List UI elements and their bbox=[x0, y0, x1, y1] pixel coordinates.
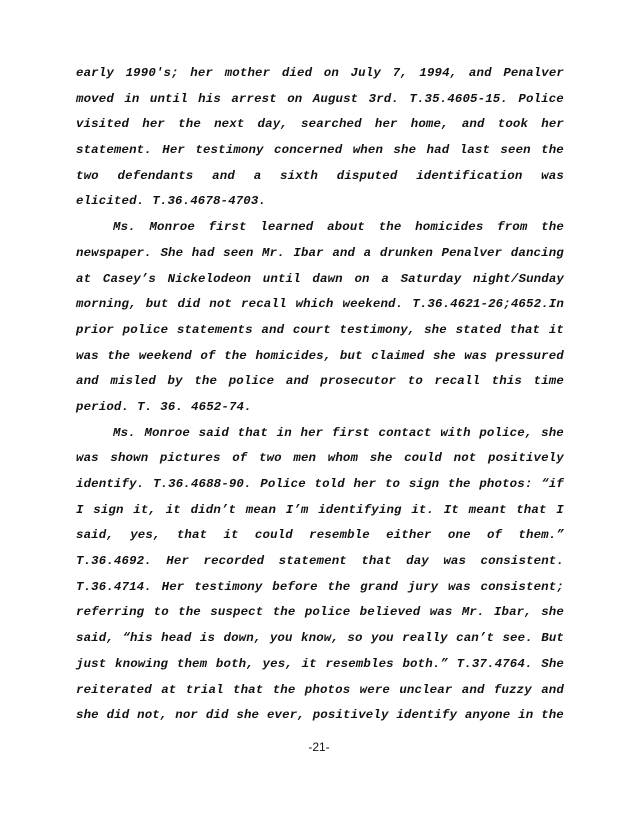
word: but bbox=[339, 348, 363, 363]
word: she bbox=[424, 322, 447, 337]
word: the bbox=[224, 348, 247, 363]
word: the bbox=[107, 348, 131, 363]
word: Penalver bbox=[441, 245, 503, 260]
word: 1994, bbox=[419, 66, 458, 80]
word: this bbox=[491, 374, 523, 389]
word: sign bbox=[408, 477, 440, 491]
word: seen bbox=[223, 245, 254, 260]
word: the bbox=[272, 605, 296, 620]
word: “his bbox=[122, 631, 153, 646]
word: to bbox=[407, 374, 423, 389]
word: of bbox=[200, 348, 216, 363]
word: didn’t bbox=[190, 502, 237, 517]
word: not, bbox=[137, 708, 168, 723]
word: T.35.4605-15. bbox=[409, 91, 508, 106]
text-line bbox=[76, 297, 564, 323]
text-line bbox=[76, 194, 564, 220]
word: 36. bbox=[160, 399, 184, 414]
word: seen bbox=[500, 143, 531, 158]
word: shown bbox=[110, 451, 149, 466]
text-line bbox=[76, 683, 564, 709]
word: Her bbox=[161, 579, 185, 594]
word: her bbox=[142, 117, 166, 132]
word: homicides, bbox=[255, 348, 332, 363]
word: of bbox=[232, 451, 248, 466]
word: the bbox=[541, 143, 564, 158]
word: recorded bbox=[203, 554, 265, 569]
word: the bbox=[178, 605, 201, 620]
word: homicides bbox=[415, 220, 484, 235]
word: unclear bbox=[399, 682, 453, 697]
text-line bbox=[76, 708, 564, 734]
word: two bbox=[259, 451, 282, 466]
word: the bbox=[272, 682, 296, 697]
word: Police bbox=[518, 91, 564, 106]
word: Police bbox=[260, 477, 306, 491]
word: until bbox=[262, 271, 301, 286]
word: Ms. bbox=[113, 425, 136, 440]
word: identification bbox=[416, 168, 523, 183]
word: could bbox=[404, 451, 443, 466]
text-line bbox=[76, 631, 564, 657]
word: identify bbox=[396, 708, 458, 723]
page-number: -21- bbox=[308, 740, 330, 754]
word: T.36.4621-26;4652.In bbox=[412, 297, 564, 312]
word: nor bbox=[175, 708, 199, 723]
word: meant bbox=[468, 502, 507, 517]
word: mother bbox=[224, 66, 271, 80]
word: and bbox=[76, 374, 99, 389]
word: not bbox=[453, 451, 477, 466]
word: Monroe bbox=[144, 425, 190, 440]
word: a bbox=[363, 245, 372, 260]
word: to bbox=[153, 605, 169, 620]
word: see. bbox=[502, 631, 533, 646]
word: Casey’s bbox=[102, 271, 156, 286]
word: just bbox=[76, 656, 107, 671]
word: and bbox=[541, 682, 564, 697]
word: 1990's; bbox=[125, 66, 179, 80]
word: was bbox=[541, 168, 564, 183]
word: drunken bbox=[379, 245, 433, 260]
word: last bbox=[459, 143, 491, 158]
word: said, bbox=[76, 528, 114, 543]
word: learned bbox=[260, 220, 314, 235]
word: and bbox=[261, 322, 285, 337]
word: Her bbox=[162, 143, 185, 158]
word: in bbox=[276, 425, 292, 440]
word: two bbox=[76, 168, 99, 183]
text-line bbox=[76, 605, 564, 631]
word: when bbox=[352, 143, 384, 158]
word: period. bbox=[76, 399, 130, 414]
text-line bbox=[76, 143, 564, 169]
word: Ms. bbox=[113, 220, 136, 235]
word: said, bbox=[76, 631, 114, 646]
word: dawn bbox=[312, 271, 343, 286]
word: on bbox=[287, 91, 303, 106]
word: Nickelodeon bbox=[167, 271, 252, 286]
text-line bbox=[76, 92, 564, 118]
word: before bbox=[272, 579, 318, 594]
word: that bbox=[233, 682, 264, 697]
word: sixth bbox=[280, 168, 318, 183]
word: the bbox=[378, 220, 402, 235]
word: police bbox=[304, 605, 351, 620]
word: did bbox=[106, 708, 130, 723]
word: of bbox=[486, 528, 503, 543]
word: T.36.4688-90. bbox=[152, 477, 252, 491]
word: believed bbox=[359, 605, 421, 620]
word: fuzzy bbox=[493, 682, 532, 697]
word: it bbox=[548, 322, 564, 337]
word: his bbox=[198, 91, 221, 106]
word: claimed bbox=[371, 348, 425, 363]
text-line bbox=[76, 349, 564, 375]
word: that bbox=[509, 322, 541, 337]
word: in bbox=[518, 708, 534, 723]
word: to bbox=[384, 477, 401, 491]
word: the bbox=[541, 708, 564, 723]
word: her bbox=[190, 66, 214, 80]
word: and bbox=[332, 245, 356, 260]
word: was bbox=[447, 579, 471, 594]
word: next bbox=[214, 117, 245, 132]
word: T.36.4678-4703. bbox=[152, 194, 267, 209]
word: her bbox=[300, 425, 324, 440]
word: was bbox=[76, 451, 99, 466]
text-line bbox=[76, 426, 564, 452]
word: men bbox=[293, 451, 317, 466]
word: Mr. bbox=[461, 605, 485, 620]
word: can’t bbox=[456, 631, 495, 646]
word: at bbox=[161, 682, 177, 697]
word: dancing bbox=[510, 245, 564, 260]
word: took bbox=[497, 117, 529, 132]
word: by bbox=[167, 374, 183, 389]
word: her bbox=[374, 117, 398, 132]
word: weekend. bbox=[342, 297, 404, 312]
word: it. bbox=[411, 502, 435, 517]
word: identify. bbox=[76, 477, 145, 491]
word: it bbox=[301, 656, 317, 671]
word: Ibar, bbox=[493, 605, 532, 620]
word: T.37.4764. bbox=[456, 656, 533, 671]
word: was bbox=[464, 348, 488, 363]
word: I bbox=[556, 502, 564, 517]
word: I bbox=[76, 502, 84, 517]
word: about bbox=[327, 220, 366, 235]
word: defendants bbox=[117, 168, 194, 183]
word: consistent. bbox=[480, 554, 564, 569]
word: recall bbox=[434, 374, 481, 389]
word: statements bbox=[176, 322, 253, 337]
word: photos bbox=[304, 682, 351, 697]
text-line bbox=[76, 528, 564, 554]
word: positively bbox=[488, 451, 564, 466]
word: searched bbox=[301, 117, 362, 132]
word: Her bbox=[166, 554, 190, 569]
word: from bbox=[497, 220, 528, 235]
word: the bbox=[194, 374, 218, 389]
word: one bbox=[447, 528, 471, 543]
word: she bbox=[76, 708, 99, 723]
word: testimony bbox=[195, 143, 264, 158]
word: police bbox=[228, 374, 275, 389]
word: T.36.4692. bbox=[76, 554, 152, 569]
word: head bbox=[161, 631, 192, 646]
word: elicited. bbox=[76, 194, 145, 209]
word: yes, bbox=[262, 656, 293, 671]
word: but bbox=[145, 297, 169, 312]
word: stated bbox=[455, 322, 502, 337]
text-line bbox=[76, 117, 564, 143]
word: her bbox=[541, 117, 564, 132]
text-line bbox=[76, 503, 564, 529]
word: statement. bbox=[76, 143, 152, 158]
word: identifying bbox=[318, 502, 402, 517]
word: pressured bbox=[495, 348, 564, 363]
word: 4652-74. bbox=[191, 399, 252, 414]
text-line bbox=[76, 272, 564, 298]
word: disputed bbox=[336, 168, 398, 183]
word: grand bbox=[360, 579, 399, 594]
word: reiterated bbox=[76, 682, 152, 697]
word: time bbox=[533, 374, 564, 389]
word: prior bbox=[76, 322, 114, 337]
text-line bbox=[76, 246, 564, 272]
word: she bbox=[393, 143, 417, 158]
word: knowing bbox=[115, 656, 169, 671]
word: had bbox=[426, 143, 450, 158]
word: home, bbox=[410, 117, 449, 132]
word: morning, bbox=[76, 297, 137, 312]
word: contact bbox=[378, 425, 432, 440]
word: were bbox=[359, 682, 390, 697]
word: But bbox=[541, 631, 564, 646]
word: that bbox=[176, 528, 208, 543]
word: the bbox=[178, 117, 201, 132]
word: I’m bbox=[285, 502, 309, 517]
word: that bbox=[237, 425, 268, 440]
word: she bbox=[541, 605, 564, 620]
word: you bbox=[370, 631, 394, 646]
word: and bbox=[468, 66, 492, 80]
word: prosecutor bbox=[320, 374, 397, 389]
word: weekend bbox=[138, 348, 192, 363]
body-text bbox=[76, 66, 564, 734]
word: night/Sunday bbox=[472, 271, 564, 286]
word: which bbox=[295, 297, 334, 312]
word: testimony, bbox=[339, 322, 416, 337]
word: testimony bbox=[194, 579, 263, 594]
word: could bbox=[254, 528, 293, 543]
word: it, bbox=[133, 502, 157, 517]
word: trial bbox=[185, 682, 224, 697]
word: and bbox=[212, 168, 235, 183]
text-line bbox=[76, 169, 564, 195]
word: recall bbox=[241, 297, 287, 312]
word: was bbox=[76, 348, 99, 363]
word: anyone bbox=[464, 708, 511, 723]
word: suspect bbox=[210, 605, 264, 620]
word: did bbox=[177, 297, 201, 312]
text-line bbox=[76, 220, 564, 246]
text-line bbox=[76, 657, 564, 683]
word: sign bbox=[93, 502, 124, 517]
word: photos: bbox=[479, 477, 533, 491]
word: she bbox=[432, 348, 456, 363]
word: so bbox=[347, 631, 363, 646]
text-line bbox=[76, 323, 564, 349]
word: police bbox=[122, 322, 169, 337]
word: August bbox=[312, 91, 359, 106]
word: ever, bbox=[266, 708, 305, 723]
word: it bbox=[223, 528, 239, 543]
word: police, bbox=[479, 425, 533, 440]
word: the bbox=[541, 220, 564, 235]
word: either bbox=[386, 528, 432, 543]
word: said bbox=[198, 425, 229, 440]
word: Ibar bbox=[293, 245, 324, 260]
text-line bbox=[76, 580, 564, 606]
word: Monroe bbox=[149, 220, 195, 235]
word: and bbox=[461, 117, 485, 132]
word: positively bbox=[312, 708, 389, 723]
word: “if bbox=[541, 477, 564, 491]
word: first bbox=[208, 220, 247, 235]
word: told bbox=[314, 477, 345, 491]
word: court bbox=[292, 322, 331, 337]
word: both, bbox=[215, 656, 254, 671]
word: at bbox=[76, 271, 92, 286]
word: T.36.4714. bbox=[76, 579, 152, 594]
word: she bbox=[236, 708, 260, 723]
word: died bbox=[281, 66, 313, 80]
word: consistent; bbox=[480, 579, 564, 594]
word: and bbox=[285, 374, 309, 389]
text-line bbox=[76, 66, 564, 92]
word: resemble bbox=[309, 528, 370, 543]
word: she bbox=[369, 451, 393, 466]
word: It bbox=[443, 502, 459, 517]
word: that bbox=[516, 502, 547, 517]
word: first bbox=[331, 425, 370, 440]
word: day bbox=[406, 554, 429, 569]
word: referring bbox=[76, 605, 145, 620]
word: in bbox=[124, 91, 140, 106]
word: down, bbox=[223, 631, 262, 646]
word: whom bbox=[327, 451, 359, 466]
word: that bbox=[361, 554, 392, 569]
word: statement bbox=[278, 554, 347, 569]
word: the bbox=[327, 579, 351, 594]
text-line bbox=[76, 400, 564, 426]
word: misled bbox=[110, 374, 156, 389]
word: July bbox=[350, 66, 381, 80]
word: them.” bbox=[518, 528, 564, 543]
word: really bbox=[402, 631, 448, 646]
word: yes, bbox=[130, 528, 161, 543]
word: jury bbox=[407, 579, 439, 594]
word: the bbox=[447, 477, 471, 491]
word: with bbox=[440, 425, 471, 440]
word: she bbox=[541, 425, 564, 440]
word: newspaper. bbox=[76, 245, 152, 260]
text-line bbox=[76, 554, 564, 580]
word: both.” bbox=[402, 656, 448, 671]
text-line bbox=[76, 374, 564, 400]
word: Mr. bbox=[262, 245, 285, 260]
word: pictures bbox=[159, 451, 221, 466]
word: day, bbox=[257, 117, 288, 132]
word: is bbox=[199, 631, 216, 646]
word: 7, bbox=[392, 66, 408, 80]
word: visited bbox=[76, 117, 130, 132]
text-line bbox=[76, 451, 564, 477]
word: Penalver bbox=[503, 66, 564, 80]
word: She bbox=[160, 245, 184, 260]
word: Saturday bbox=[400, 271, 462, 286]
word: them bbox=[176, 656, 208, 671]
word: until bbox=[149, 91, 188, 106]
word: had bbox=[191, 245, 215, 260]
word: concerned bbox=[274, 143, 343, 158]
word: it bbox=[165, 502, 181, 517]
word: know, bbox=[301, 631, 339, 646]
word: T. bbox=[137, 399, 153, 414]
word: did bbox=[205, 708, 229, 723]
word: on bbox=[354, 271, 370, 286]
word: a bbox=[253, 168, 262, 183]
word: 3rd. bbox=[368, 91, 399, 106]
word: on bbox=[323, 66, 339, 80]
word: and bbox=[461, 682, 485, 697]
word: resembles bbox=[325, 656, 394, 671]
word: arrest bbox=[231, 91, 277, 106]
word: you bbox=[269, 631, 293, 646]
word: a bbox=[381, 271, 389, 286]
word: was bbox=[429, 605, 453, 620]
word: early bbox=[76, 66, 114, 80]
word: her bbox=[353, 477, 377, 491]
word: She bbox=[541, 656, 564, 671]
word: mean bbox=[245, 502, 277, 517]
word: not bbox=[209, 297, 233, 312]
word: moved bbox=[76, 91, 114, 106]
word: was bbox=[443, 554, 467, 569]
text-line bbox=[76, 477, 564, 503]
